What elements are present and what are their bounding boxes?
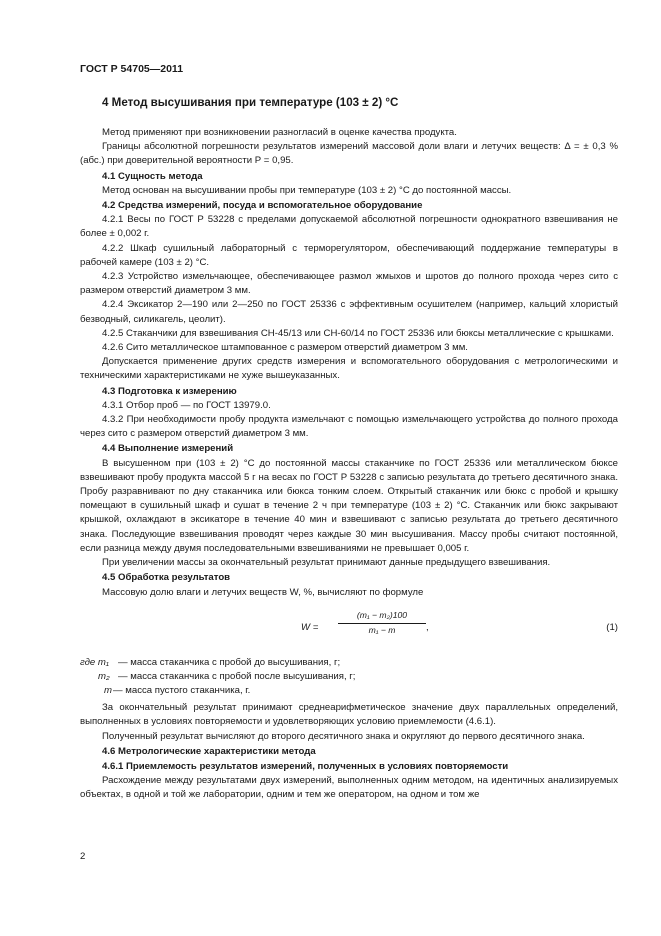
paragraph: Полученный результат вычисляют до второго десятичного знака и округляют до первого десятичного знака.	[102, 730, 585, 742]
formula-number: (1)	[606, 621, 618, 633]
paragraph: 4.3.2 При необходимости пробу продукта измельчают с помощью измельчающего устройства до полного прохода через сито с размером отверстий диаметром 3 мм.	[80, 414, 618, 440]
subsection-4-2-title: 4.2 Средства измерений, посуда и вспомогательное оборудование	[102, 200, 423, 212]
paragraph: За окончательный результат принимают среднеарифметическое значение двух параллельных определений, выполненных в условиях повторяемости и удовлетворяющих условию приемлемости (4.6.1).	[80, 702, 618, 728]
legend-symbol: m₂	[98, 670, 110, 682]
standard-header: ГОСТ Р 54705—2011	[80, 63, 184, 75]
paragraph: Метод применяют при возникновении разногласий в оценке качества продукта.	[102, 127, 457, 138]
formula-numerator: (m₁ − m₂)100	[338, 609, 426, 624]
subsection-4-5-title: 4.5 Обработка результатов	[102, 572, 231, 584]
formula-comma: ,	[426, 621, 429, 633]
subsection-4-6-1-title: 4.6.1 Приемлемость результатов измерений, полученных в условиях повторяемости	[102, 761, 509, 773]
page-number: 2	[80, 851, 86, 862]
legend-text: — масса стаканчика с пробой после высушивания, г;	[118, 670, 356, 682]
formula-1	[80, 604, 618, 654]
paragraph: 4.2.3 Устройство измельчающее, обеспечивающее размол жмыхов и шротов до полного прохода через сито с размером отверстий диаметром 3 мм.	[80, 271, 618, 297]
formula-lhs: W =	[301, 621, 319, 633]
paragraph: При увеличении массы за окончательный результат принимают данные предыдущего взвешивания.	[102, 557, 551, 569]
legend-text: — масса стаканчика с пробой до высушивания, г;	[118, 656, 341, 668]
paragraph: Границы абсолютной погрешности результатов измерений массовой доли влаги и летучих веществ: Δ = ± 0,3 % (абс.) при доверительной вероятности Р = 0,95.	[80, 141, 618, 167]
subsection-4-3-title: 4.3 Подготовка к измерению	[102, 385, 237, 397]
paragraph: Метод основан на высушивании пробы при температуре (103 ± 2) °С до постоянной массы.	[102, 184, 512, 196]
page-content	[80, 95, 618, 803]
subsection-4-1-title: 4.1 Сущность метода	[102, 170, 203, 182]
paragraph: 4.2.2 Шкаф сушильный лабораторный с терморегулятором, обеспечивающий поддержание температуры в рабочей камере (103 ± 2) °С.	[80, 242, 618, 268]
formula-denominator: m₁ − m	[368, 624, 396, 635]
paragraph: 4.3.1 Отбор проб — по ГОСТ 13979.0.	[102, 399, 271, 411]
paragraph: Допускается применение других средств измерения и вспомогательного оборудования с метрологическими и техническими характеристиками не хуже вышеуказанных.	[80, 356, 618, 382]
legend-row	[80, 670, 618, 684]
formula-fraction	[338, 609, 426, 637]
section-4-title: 4 Метод высушивания при температуре (103 ± 2) °С	[102, 96, 399, 109]
paragraph: 4.2.1 Весы по ГОСТ Р 53228 с пределами допускаемой абсолютной погрешности однократного взвешивания не более ± 0,002 г.	[80, 214, 618, 240]
legend-row	[80, 684, 618, 698]
formula-legend	[80, 656, 618, 699]
paragraph: 4.2.6 Сито металлическое штампованное с размером отверстий диаметром 3 мм.	[102, 342, 468, 354]
legend-text: — масса пустого стаканчика, г.	[113, 685, 251, 697]
subsection-4-6-title: 4.6 Метрологические характеристики метода	[102, 745, 316, 757]
paragraph: Расхождение между результатами двух измерений, выполненных одним методом, на идентичных анализируемых объектах, в одной и той же лаборатории, одним и тем же оператором, на одном и том же	[80, 775, 618, 801]
paragraph: 4.2.5 Стаканчики для взвешивания СН-45/13 или СН-60/14 по ГОСТ 25336 или бюксы металлические с крышками.	[102, 327, 614, 339]
paragraph: 4.2.4 Эксикатор 2—190 или 2—250 по ГОСТ 25336 с эффективным осушителем (например, кальций хлористый безводный, силикагель, цеолит).	[80, 299, 618, 325]
legend-symbol: где m₁	[80, 656, 109, 668]
paragraph: В высушенном при (103 ± 2) °С до постоянной массы стаканчике по ГОСТ 25336 или металлическом бюксе взвешивают пробу продукта массой 5 г на весах по ГОСТ Р 53228 с записью результата до третьего десятичного знака. Пробу разравнивают по дну стаканчика или бюкса тонким слоем. Открытый стаканчик или бюкс с пробой и крышку помещают в сушильный шкаф и сушат в течение 2 ч при температуре (103 ± 2) °С. Стаканчик или бюкс закрывают крышкой, охлаждают в эксикаторе в течение 40 мин и взвешивают с записью результата до третьего десятичного знака. Последующие взвешивания проводят через каждые 30 мин высушивания. Массу пробы считают постоянной, если разница между двумя последовательными взвешиваниями не превышает 0,005 г.	[80, 457, 618, 554]
legend-row	[80, 656, 618, 670]
paragraph: Массовую долю влаги и летучих веществ W, %, вычисляют по формуле	[102, 586, 424, 598]
subsection-4-4-title: 4.4 Выполнение измерений	[102, 443, 234, 455]
legend-symbol: m	[104, 685, 112, 697]
